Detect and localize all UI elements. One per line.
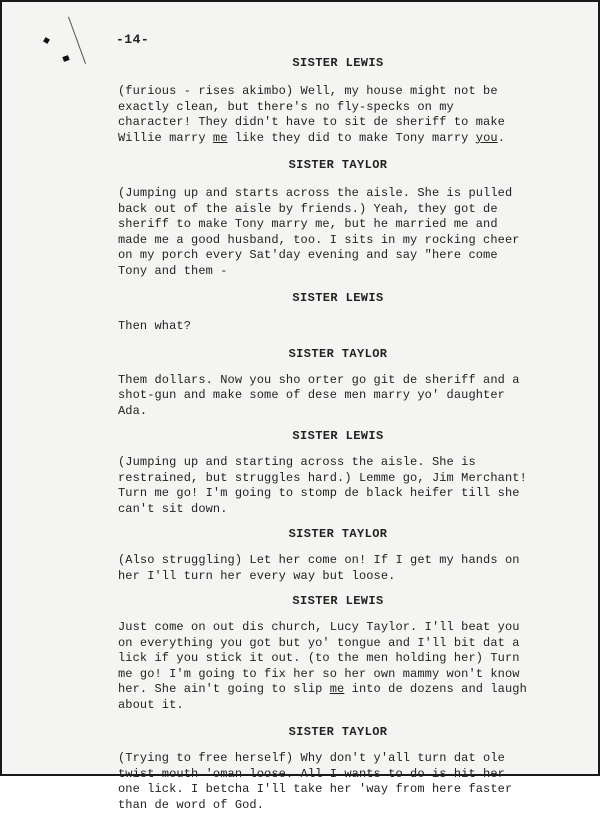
scan-hairline [68, 17, 86, 64]
dialogue-paragraph: Just come on out dis church, Lucy Taylor. I'll beat you on everything you got but yo' tongue and I'll bit dat a lick if you stick it out. (to the men holding her) Turn me go! I'm going to fix her so her own mammy won't know her. She ain't going to slip me into de dozens and laugh about it. [118, 620, 527, 712]
speaker-heading: SISTER LEWIS [292, 56, 384, 70]
page-number: -14- [116, 32, 150, 47]
speaker-heading: SISTER LEWIS [292, 594, 384, 608]
speaker-heading: SISTER TAYLOR [288, 527, 388, 541]
speaker-heading: SISTER LEWIS [292, 429, 384, 443]
dialogue-paragraph: (furious - rises akimbo) Well, my house might not be exactly clean, but there's no fly-specks on my character! They didn't have to sit de sheriff to make Willie marry me like they did to make Tony marry you. [118, 84, 505, 145]
dialogue-paragraph: Then what? [118, 319, 192, 333]
speaker-heading: SISTER LEWIS [292, 291, 384, 305]
ink-mark [62, 55, 69, 62]
speaker-heading: SISTER TAYLOR [288, 346, 388, 361]
speaker-heading: SISTER TAYLOR [288, 158, 388, 172]
speaker-heading: SISTER TAYLOR [288, 725, 388, 739]
ink-mark [43, 37, 50, 44]
dialogue-paragraph: (Jumping up and starting across the aisle. She is restrained, but struggles hard.) Lemme go, Jim Merchant! Turn me go! I'm going to stomp de black heifer till she can't sit down. [118, 455, 527, 516]
dialogue-paragraph: (Also struggling) Let her come on! If I get my hands on her I'll turn her every way but loose. [118, 553, 520, 583]
dialogue-paragraph: Them dollars. Now you sho orter go git de sheriff and a shot-gun and make some of dese men marry yo' daughter Ada. [118, 372, 520, 418]
dialogue-paragraph: (Jumping up and starts across the aisle. She is pulled back out of the aisle by friends.) Yeah, they got de sheriff to make Tony marry me, but he married me and made me a good husband, too. I sits in my rocking cheer on my porch every Sat'day evening and say "here come Tony and them - [118, 186, 520, 278]
script-body [118, 48, 528, 813]
dialogue-paragraph: (Trying to free herself) Why don't y'all turn dat ole twist mouth 'oman loose. All I wants to do is hit her one lick. I betcha I'll take her 'way from here faster than de word of God. [118, 751, 513, 812]
